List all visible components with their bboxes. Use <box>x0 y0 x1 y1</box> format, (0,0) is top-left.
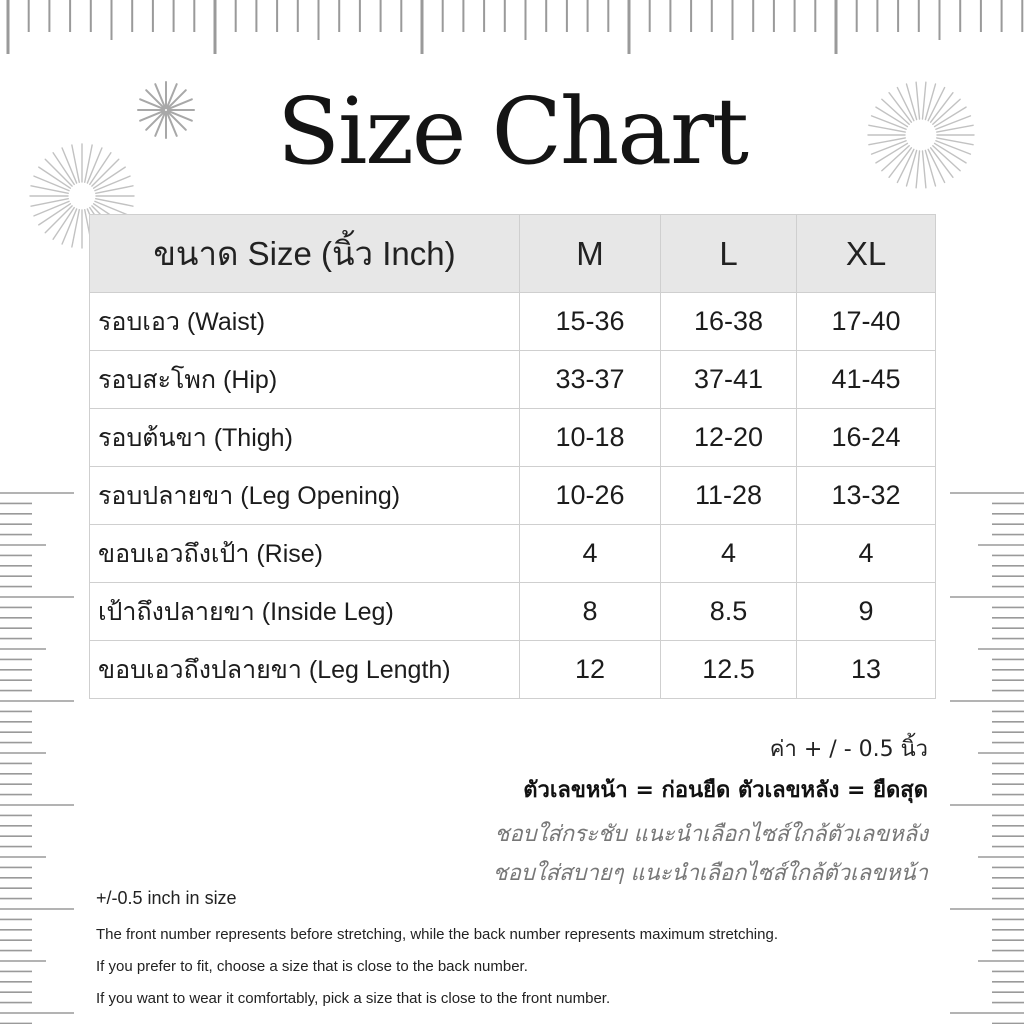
table-cell: 4 <box>797 525 936 583</box>
number-meaning-note-en: The front number represents before stretching, while the back number represents maximum stretching. <box>96 926 778 943</box>
table-cell: 12-20 <box>661 409 797 467</box>
comfort-tip-note-en: If you want to wear it comfortably, pick a size that is close to the front number. <box>96 990 611 1007</box>
table-cell: 41-45 <box>797 351 936 409</box>
row-label: ขอบเอวถึงปลายขา (Leg Length) <box>90 641 520 699</box>
table-cell: 8.5 <box>661 583 797 641</box>
row-label: รอบสะโพก (Hip) <box>90 351 520 409</box>
table-row <box>90 467 936 525</box>
table-row <box>90 409 936 467</box>
size-column-m: M <box>520 215 661 293</box>
table-cell: 8 <box>520 583 661 641</box>
comfort-tip-note-th: ชอบใส่สบายๆ แนะนำเลือกไซส์ใกล้ตัวเลขหน้า <box>492 861 928 886</box>
table-cell: 11-28 <box>661 467 797 525</box>
row-label: รอบเอว (Waist) <box>90 293 520 351</box>
burst-ray <box>31 199 68 206</box>
tolerance-note-en: +/-0.5 inch in size <box>96 888 237 908</box>
table-row <box>90 583 936 641</box>
table-cell: 12 <box>520 641 661 699</box>
burst-ray <box>96 186 133 193</box>
table-cell: 4 <box>520 525 661 583</box>
fit-tip-note-th: ชอบใส่กระชับ แนะนำเลือกไซส์ใกล้ตัวเลขหลัง <box>494 822 928 847</box>
table-cell: 37-41 <box>661 351 797 409</box>
size-column-xl: XL <box>797 215 936 293</box>
burst-ray <box>72 210 79 247</box>
burst-ray <box>96 199 133 206</box>
table-row <box>90 641 936 699</box>
tolerance-note-th: ค่า + / - 0.5 นิ้ว <box>769 737 928 762</box>
table-row <box>90 525 936 583</box>
table-cell: 4 <box>661 525 797 583</box>
row-label: ขอบเอวถึงเป้า (Rise) <box>90 525 520 583</box>
table-cell: 12.5 <box>661 641 797 699</box>
table-cell: 15-36 <box>520 293 661 351</box>
number-meaning-note-th: ตัวเลขหน้า = ก่อนยืด ตัวเลขหลัง = ยืดสุด <box>523 778 928 803</box>
size-column-l: L <box>661 215 797 293</box>
table-header-row <box>90 215 936 293</box>
page-title: Size Chart <box>276 78 748 185</box>
fit-tip-note-en: If you prefer to fit, choose a size that is close to the back number. <box>96 958 528 975</box>
top-ruler-decoration <box>0 0 1024 60</box>
burst-ray <box>31 186 68 193</box>
table-row <box>90 293 936 351</box>
table-cell: 10-18 <box>520 409 661 467</box>
table-cell: 10-26 <box>520 467 661 525</box>
table-row <box>90 351 936 409</box>
row-label: รอบปลายขา (Leg Opening) <box>90 467 520 525</box>
table-cell: 33-37 <box>520 351 661 409</box>
table-cell: 16-38 <box>661 293 797 351</box>
row-label: เป้าถึงปลายขา (Inside Leg) <box>90 583 520 641</box>
table-cell: 13 <box>797 641 936 699</box>
size-header-label: ขนาด Size (นิ้ว Inch) <box>90 215 520 293</box>
right-ruler-decoration <box>948 485 1024 1024</box>
left-ruler-decoration <box>0 485 76 1024</box>
table-cell: 13-32 <box>797 467 936 525</box>
table-cell: 16-24 <box>797 409 936 467</box>
table-cell: 9 <box>797 583 936 641</box>
table-cell: 17-40 <box>797 293 936 351</box>
size-table <box>89 214 936 699</box>
row-label: รอบต้นขา (Thigh) <box>90 409 520 467</box>
